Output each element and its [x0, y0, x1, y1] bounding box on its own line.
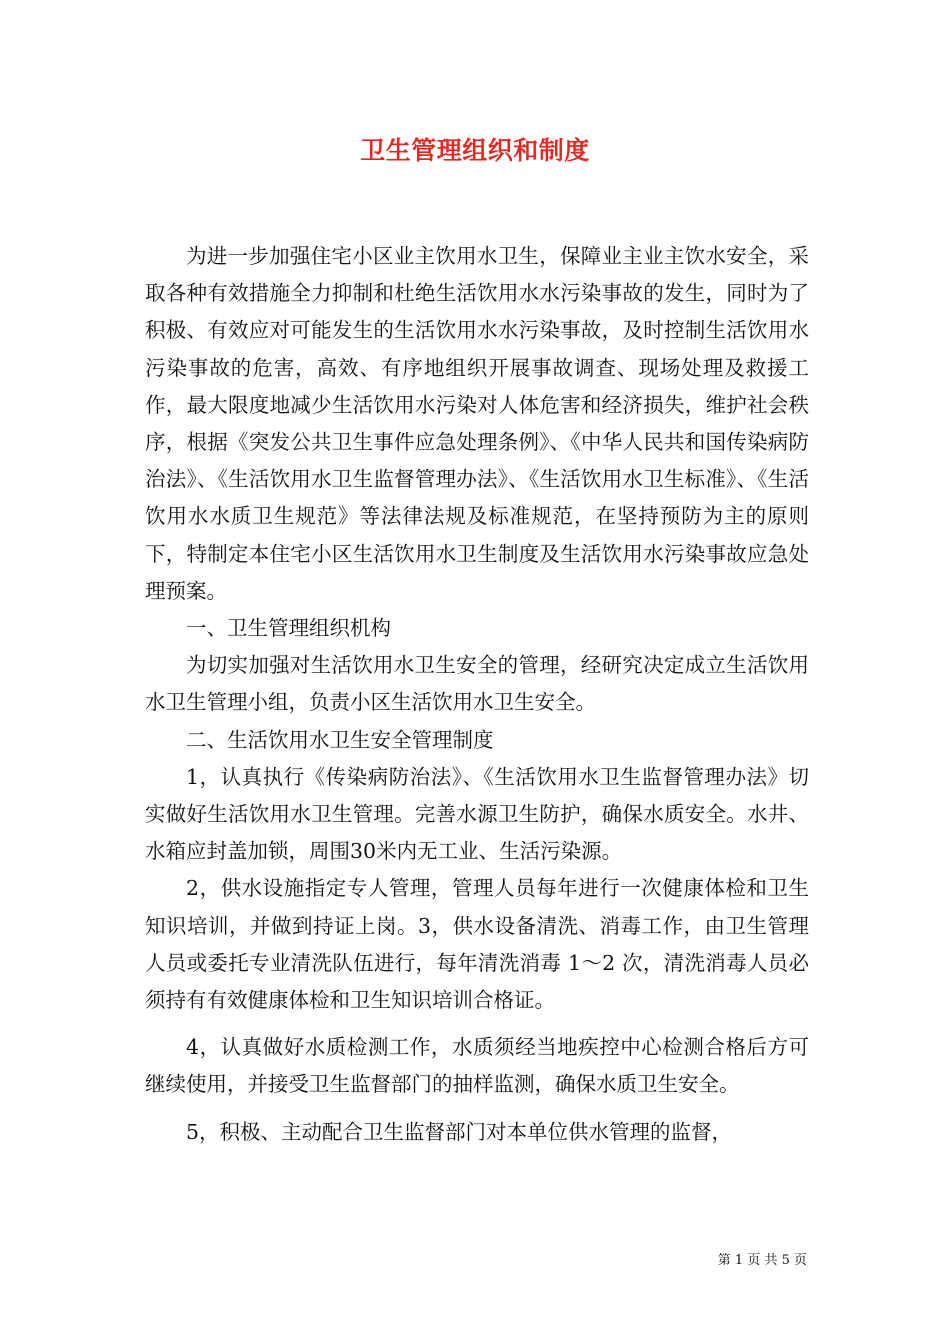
- item-4-paragraph: 4，认真做好水质检测工作，水质须经当地疾控中心检测合格后方可继续使用，并接受卫生监督部门的抽样监测，确保水质卫生安全。: [145, 1035, 809, 1097]
- item-5-paragraph: 5，积极、主动配合卫生监督部门对本单位供水管理的监督，: [186, 1119, 733, 1144]
- page-number: 第 1 页 共 5 页: [717, 1253, 807, 1268]
- intro-paragraph: 为进一步加强住宅小区业主饮用水卫生，保障业主业主饮水安全，采取各种有效措施全力抑制和杜绝生活饮用水水污染事故的发生，同时为了积极、有效应对可能发生的生活饮用水水污染事故，及时控制生活饮用水污染事故的危害，高效、有序地组织开展事故调查、现场处理及救援工作，最大限度地减少生活饮用水污染对人体危害和经济损失，维护社会秩序，根据《突发公共卫生事件应急处理条例》、《中华人民共和国传染病防治法》、《生活饮用水卫生监督管理办法》、《生活饮用水卫生标准》、《生活饮用水水质卫生规范》等法律法规及标准规范，在坚持预防为主的原则下，特制定本住宅小区生活饮用水卫生制度及生活饮用水污染事故应急处理预案。: [145, 244, 809, 603]
- item-2-3-paragraph: 2，供水设施指定专人管理，管理人员每年进行一次健康体检和卫生知识培训，并做到持证上岗。3，供水设备清洗、消毒工作，由卫生管理人员或委托专业清洗队伍进行，每年清洗消毒 1～2 次，清洗消毒人员必须持有有效健康体检和卫生知识培训合格证。: [145, 876, 809, 1013]
- item-1-paragraph: 1，认真执行《传染病防治法》、《生活饮用水卫生监督管理办法》切实做好生活饮用水卫生管理。完善水源卫生防护，确保水质安全。水井、水箱应封盖加锁，周围30米内无工业、生活污染源。: [145, 764, 809, 864]
- section-1-paragraph: 为切实加强对生活饮用水卫生安全的管理，经研究决定成立生活饮用水卫生管理小组，负责小区生活饮用水卫生安全。: [145, 653, 809, 715]
- document-body: [145, 238, 809, 1151]
- document-title: 卫生管理组织和制度: [360, 136, 590, 165]
- section-1-heading: 一、卫生管理组织机构: [186, 616, 391, 641]
- section-2-heading: 二、生活饮用水卫生安全管理制度: [186, 727, 494, 752]
